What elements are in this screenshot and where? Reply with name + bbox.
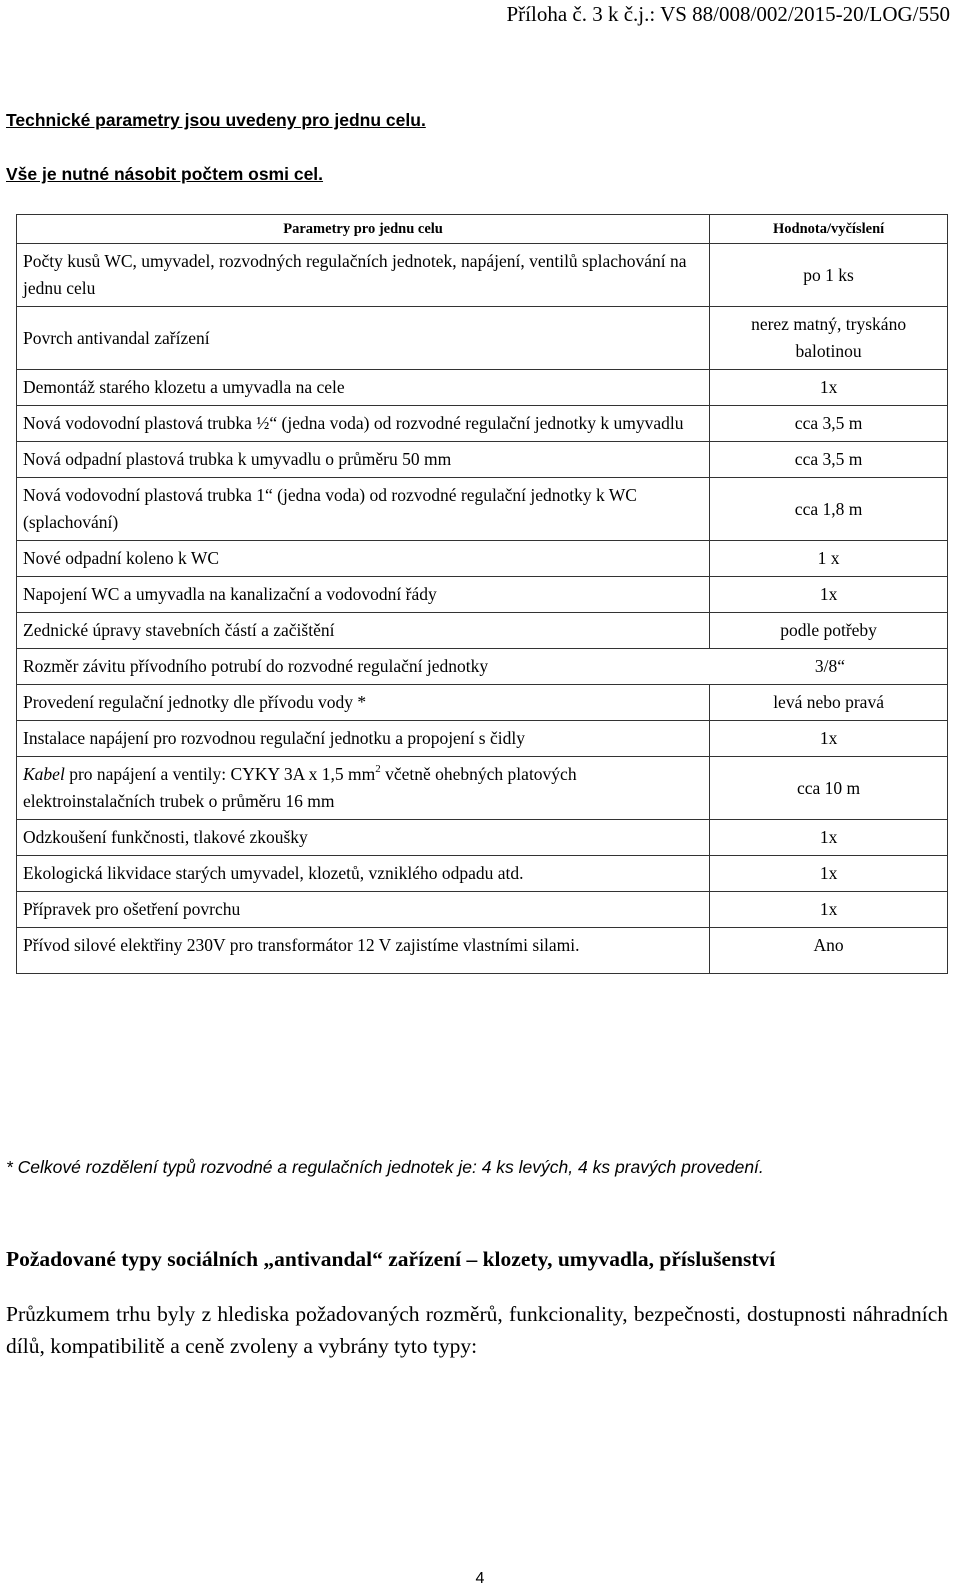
- header-value: Hodnota/vyčíslení: [710, 215, 948, 244]
- param-cell: Nové odpadní koleno k WC: [17, 541, 710, 577]
- table-row: [17, 370, 948, 406]
- value-cell: cca 10 m: [710, 757, 948, 820]
- value-text: 3/8“: [814, 656, 846, 676]
- param-cell: Nová odpadní plastová trubka k umyvadlu o průměru 50 mm: [17, 442, 710, 478]
- param-cell: Zednické úpravy stavebních částí a začištění: [17, 613, 710, 649]
- intro-line-1: Technické parametry jsou uvedeny pro jednu celu.: [6, 110, 426, 130]
- param-text-a: pro napájení a ventily: CYKY 3A x 1,5 mm: [64, 764, 376, 784]
- param-cell: [17, 757, 710, 820]
- section-title: Požadované typy sociálních „antivandal“ zařízení – klozety, umyvadla, příslušenství: [6, 1247, 776, 1271]
- param-text-b: včetně ohebných platových elektroinstalačních trubek o průměru 16 mm: [23, 764, 577, 811]
- param-cell: Povrch antivandal zařízení: [17, 307, 710, 370]
- param-cell: Nová vodovodní plastová trubka 1“ (jedna voda) od rozvodné regulační jednotky k WC (splachování): [17, 478, 710, 541]
- value-cell: 1x: [710, 820, 948, 856]
- param-cell: Přívod silové elektřiny 230V pro transformátor 12 V zajistíme vlastními silami.: [17, 928, 710, 974]
- param-cell: Provedení regulační jednotky dle přívodu vody *: [17, 685, 710, 721]
- table-row-merged: [17, 649, 948, 685]
- param-cell: Přípravek pro ošetření povrchu: [17, 892, 710, 928]
- value-cell: 1x: [710, 721, 948, 757]
- table-row: [17, 820, 948, 856]
- table-row: [17, 442, 948, 478]
- intro-line-2: Vše je nutné násobit počtem osmi cel.: [6, 164, 324, 184]
- header-parameters: Parametry pro jednu celu: [17, 215, 710, 244]
- param-cell: Demontáž starého klozetu a umyvadla na cele: [17, 370, 710, 406]
- footnote: * Celkové rozdělení typů rozvodné a regulačních jednotek je: 4 ks levých, 4 ks pravých provedení.: [6, 1157, 764, 1177]
- param-text: Rozměr závitu přívodního potrubí do rozvodné regulační jednotky: [23, 656, 489, 676]
- table-row: [17, 541, 948, 577]
- table-row: [17, 406, 948, 442]
- value-cell: levá nebo pravá: [710, 685, 948, 721]
- value-cell: nerez matný, tryskáno balotinou: [710, 307, 948, 370]
- param-italic: Kabel: [23, 764, 65, 784]
- table-row: [17, 478, 948, 541]
- param-cell: Počty kusů WC, umyvadel, rozvodných regulačních jednotek, napájení, ventilů splachování na jednu celu: [17, 244, 710, 307]
- table-row: [17, 577, 948, 613]
- table-row: [17, 928, 948, 974]
- param-superscript: 2: [375, 763, 381, 775]
- document-reference: Příloha č. 3 k č.j.: VS 88/008/002/2015-20/LOG/550: [506, 2, 950, 26]
- table-row: [17, 757, 948, 820]
- value-cell: 1x: [710, 370, 948, 406]
- value-cell: Ano: [710, 928, 948, 974]
- parameters-table: [16, 214, 948, 974]
- value-cell: podle potřeby: [710, 613, 948, 649]
- value-cell: po 1 ks: [710, 244, 948, 307]
- value-cell: 1x: [710, 577, 948, 613]
- body-paragraph: Průzkumem trhu byly z hlediska požadovaných rozměrů, funkcionality, bezpečnosti, dostupnosti náhradních dílů, kompatibilitě a ceně zvoleny a vybrány tyto typy:: [6, 1302, 948, 1358]
- table-row: [17, 856, 948, 892]
- table-row: [17, 685, 948, 721]
- table-row: [17, 721, 948, 757]
- table-row: [17, 613, 948, 649]
- value-cell: cca 3,5 m: [710, 406, 948, 442]
- table-row: [17, 892, 948, 928]
- param-cell: Napojení WC a umyvadla na kanalizační a vodovodní řády: [17, 577, 710, 613]
- table-row: [17, 244, 948, 307]
- param-cell: Ekologická likvidace starých umyvadel, klozetů, vzniklého odpadu atd.: [17, 856, 710, 892]
- value-cell: 1x: [710, 856, 948, 892]
- param-cell: Odzkoušení funkčnosti, tlakové zkoušky: [17, 820, 710, 856]
- value-cell: cca 3,5 m: [710, 442, 948, 478]
- param-cell: Nová vodovodní plastová trubka ½“ (jedna voda) od rozvodné regulační jednotky k umyvadlu: [17, 406, 710, 442]
- param-cell: Instalace napájení pro rozvodnou regulační jednotku a propojení s čidly: [17, 721, 710, 757]
- page-number: 4: [475, 1570, 485, 1587]
- merged-cell: [17, 649, 948, 685]
- value-cell: cca 1,8 m: [710, 478, 948, 541]
- value-cell: 1 x: [710, 541, 948, 577]
- table-row: [17, 307, 948, 370]
- table-header-row: [17, 215, 948, 244]
- value-cell: 1x: [710, 892, 948, 928]
